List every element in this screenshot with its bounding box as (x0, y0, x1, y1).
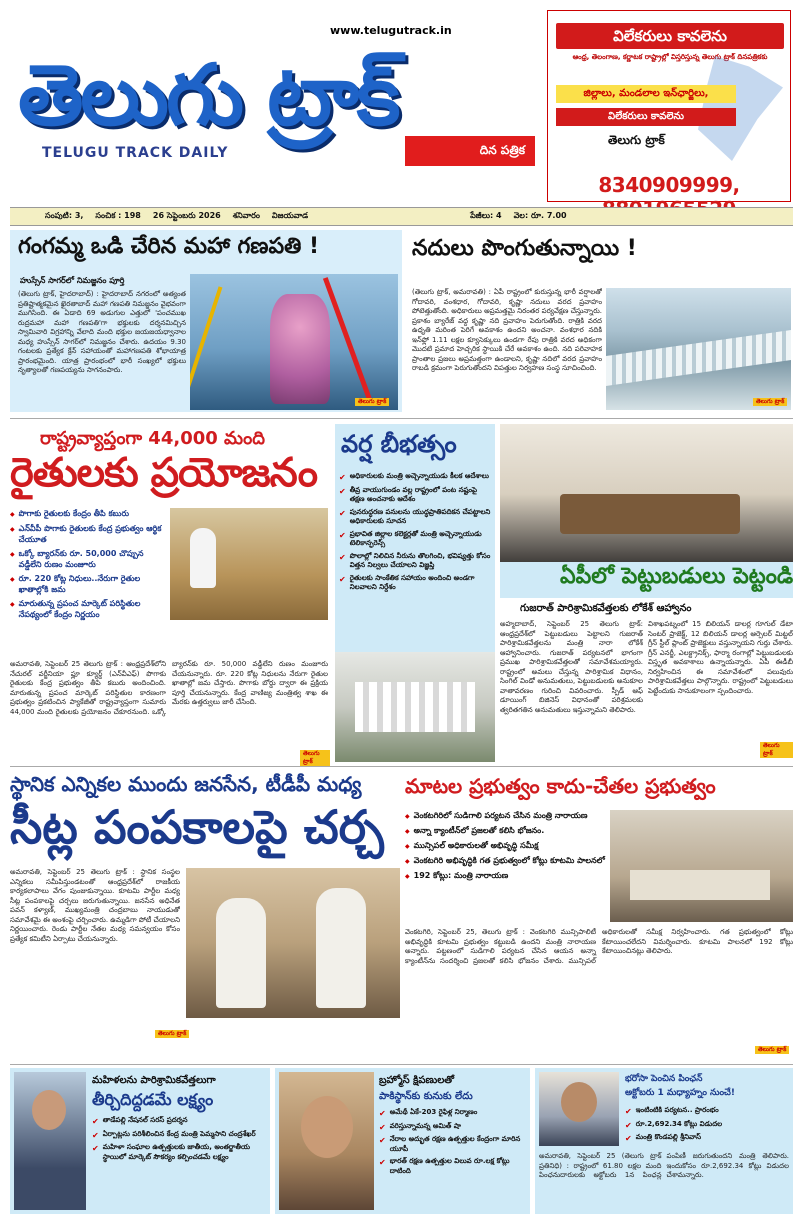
headline[interactable]: తీర్చిదిద్దడమే లక్ష్యం (92, 1090, 214, 1109)
story-investments (500, 424, 793, 762)
bullet: ◆ పొగాకు రైతులకు కేంద్రం తీపి కబురు (10, 508, 165, 520)
story-rivers (408, 230, 793, 412)
bullet: ✔ తాడేపల్లి నేషనల్ సరస్ ప్రదర్శన (92, 1116, 268, 1127)
bullet: ◆ 192 కోట్లు: మంత్రి నారాయణ (405, 870, 605, 882)
headline[interactable]: రైతులకు ప్రయోజనం (10, 450, 318, 496)
bullet: ✔ రూ.2,692.34 కోట్లు విడుదల (625, 1120, 791, 1131)
ad-brand: తెలుగు ట్రాక్ (608, 133, 665, 147)
body-text: (తెలుగు ట్రాక్, అమరావతి) : ఏపీ రాష్ట్రంలో కురుస్తున్న భారీ వర్షాలతో గోదావరి, వంశధార, గోదావరి, కృష్ణా నదులు వరద ప్రవాహం పోటెత్తుతోంది. అధికారులు అప్రమత్తమై నిరంతర పర్యవేక్షణ చేస్తున్నారు. ప్రకాశం బ్యారేజ్ వద్ద కృష్ణా నది ప్రవాహం పెరుగుతోంది. రాత్రికి వరద ఉధృతి మరింత పెరిగే అవకాశం ఉందని అంచనా. వంశధార నదికి ఇన్‌ఫ్లో 1.11 లక్షల క్యూసెక్కులు ఉండగా రేపు రాత్రికి వరద అధికంగా మొదటి ప్రమాద హెచ్చరిక స్థాయికి చేరే అవకాశం ఉంది. నది పరివాహక ప్రాంతాల ప్రజలు అప్రమత్తంగా ఉండాలని, కృష్ణా నదిలో వరద ప్రవాహం రాబడి క్రమంగా పెరుగుతోందని విపత్తుల నిర్వహణ సంస్థ సూచించింది. (412, 288, 602, 372)
minister-photo (14, 1072, 86, 1210)
ganapati-photo (190, 274, 398, 410)
body-text: అమరావతి, సెప్టెంబర్ 25 (తెలుగు ట్రాక్ ప్రతినిధి) : రాష్ట్రంలో 61.80 లక్షల మంది పింఛనుదారులకు అక్టోబరు 1న పింఛన్ల పంపిణీ జరుగుతుందని మంత్రి తెలిపారు. ఇందుకోసం రూ.2,692.34 కోట్లు విడుదల చేశామన్నారు. (539, 1152, 789, 1179)
headline[interactable]: గంగమ్మ ఒడి చేరిన మహా గణపతి ! (18, 234, 319, 259)
ad-title: విలేకరులు కావలెను (556, 23, 784, 49)
body-text: విశాఖపట్నంలో 15 బిలియన్ డాలర్ల గూగుల్ డేటా సెంటర్ ప్రాజెక్ట్, 12 బిలియన్ డాలర్ల ఆర్సెలర్ మిట్టల్ గ్రీన్ స్టీల్ ప్లాంట్ ప్రాజెక్టులు వస్తున్నాయని గుర్తు చేశారు. గ్రీన్ ఎనర్జీ, ఎలక్ట్రానిక్స్, ఫార్మా రంగాల్లో పెట్టుబడులకు విస్తృత అవకాశాలు ఉన్నాయన్నారు. ఏపీ ఈడీబీ నిర్వహించిన ఈ సమావేశంలో పలువురు పారిశ్రామికవేత్తలు పాల్గొన్నారు. రాష్ట్రంలో పెట్టుబడులు పెట్టేందుకు సానుకూలంగా స్పందించారు. (648, 620, 793, 695)
classified-ad (547, 10, 791, 202)
ad-phone[interactable]: 8340909999, (598, 173, 740, 197)
canteen-photo (610, 810, 793, 922)
bullet: ✔ ఇంటింటికి పర్యటన.. ప్రారంభం (625, 1106, 791, 1117)
source-tag: తెలుగు ట్రాక్ (753, 398, 787, 406)
source-tag: తెలుగు ట్రాక్ (355, 398, 389, 406)
headline[interactable]: మాటల ప్రభుత్వం కాదు-చేతల ప్రభుత్వం (405, 774, 716, 798)
headline-line1: స్థానిక ఎన్నికల ముందు జనసేన, టీడీపీ మధ్య (10, 772, 362, 796)
source-tag: తెలుగు ట్రాక్ (155, 1030, 189, 1038)
headline-line1: మహిళలను పారిశ్రామికవేత్తలుగా (92, 1075, 216, 1086)
page-count: పేజీలు: 4 (470, 211, 502, 220)
dateline-bar (10, 207, 793, 226)
minister-kondapalli-photo (539, 1072, 619, 1146)
masthead-badge: దిన పత్రిక (405, 136, 535, 166)
volume: సంపుటి: 3, (45, 211, 84, 220)
body-text: అమరావతి, సెప్టెంబర్ 25 తెలుగు ట్రాక్ : స్థానిక సంస్థల ఎన్నికలు సమీపిస్తుండటంతో ఆంధ్రప్రదేశ్‌లో రాజకీయ కార్యకలాపాలు వేగం పుంజుకున్నాయి. కూటమి పార్టీల మధ్య సీట్ల పంపకాలపై చర్చలు జరుగుతున్నాయి. జనసేన అధినేత పవన్ కళ్యాణ్, ముఖ్యమంత్రి చంద్రబాబు నాయుడుతో సమావేశమై ఈ అంశంపై చర్చించారు. ఉమ్మడిగా పోటీ చేయాలని నిర్ణయించారు. రెండు పార్టీల నేతల మధ్య సమన్వయం కోసం ప్రత్యేక కమిటీని ఏర్పాటు చేయనున్నారు. (10, 868, 180, 943)
river-photo (606, 288, 791, 410)
story-pension (535, 1068, 793, 1214)
story-narayana (405, 770, 793, 1062)
bullet: ◆ వెంకటగిరిలో సుడిగాలి పర్యటన చేసిన మంత్రి నారాయణ (405, 810, 605, 822)
bullet-list (379, 1108, 527, 1179)
tobacco-photo (170, 508, 328, 620)
headline[interactable]: నదులు పొంగుతున్నాయి ! (412, 236, 637, 261)
ad-line2: జిల్లాలు, మండలాల ఇన్‌ఛార్జిలు, (556, 85, 736, 103)
bullet: ◆ మున్సిపల్ అధికారులతో అభివృద్ధి సమీక్ష (405, 840, 605, 852)
headline[interactable]: పాకిస్థాన్‌కు కునుకు లేదు (379, 1091, 473, 1102)
source-tag: తెలుగు ట్రాక్ (755, 1046, 789, 1054)
headline[interactable]: ఏపీలో పెట్టుబడులు పెట్టండి (560, 564, 794, 589)
bullet: ◆ ఎన్‌వీపీ పొగాకు రైతులకు కేంద్ర ప్రభుత్వం ఆర్థిక చేయూత (10, 523, 165, 545)
ad-line3: విలేకరులు కావలెను (556, 108, 736, 126)
date: 26 సెప్టెంబరు 2026 (152, 211, 221, 220)
story-ganapati (10, 230, 402, 412)
bullet-list (10, 508, 165, 623)
bullet: ◆ మారుతున్న ప్రపంచ మార్కెట్ పరిస్థితుల నేపథ్యంలో కేంద్రం నిర్ణయం (10, 598, 165, 620)
masthead-logo: తెలుగు ట్రాక్ (18, 45, 398, 144)
bullet: ✔ అమేథీ ఏకే-203 రైఫిళ్ల నిర్మాణం (379, 1108, 527, 1119)
body-text: అమరావతి, సెప్టెంబర్ 25 తెలుగు ట్రాక్ : ఆంధ్రప్రదేశ్‌లోని నేచురల్ వర్జీనియా ఫ్లూ క్యూర్డ్ (ఎన్‌వీఎఫ్) పొగాకు రైతులకు కేంద్ర ప్రభుత్వం తీపి కబురు అందించింది. మారుతున్న ప్రపంచ మార్కెట్ పరిస్థితుల కారణంగా ప్రభుత్వం ప్రకటించిన ప్యాకేజీతో రాష్ట్రవ్యాప్తంగా సుమారు 44,000 మంది రైతులకు ప్రయోజనం చేకూరనుంది. ఒక్కో బ్యారన్‌కు రూ. 50,000 వడ్డీలేని రుణం మంజూరు చేయనున్నారు. రూ. 220 కోట్ల నిధులను నేరుగా రైతుల ఖాతాల్లో జమ చేస్తారు. పొగాకు బోర్డు ద్వారా ఈ ప్రక్రియ పూర్తి చేయనున్నారు. కేంద్ర వాణిజ్య మంత్రిత్వ శాఖ ఈ మేరకు ఉత్తర్వులు జారీ చేసింది. (10, 660, 328, 716)
bullet-list (405, 810, 605, 885)
bullet: ✔ రైతులకు సాంకేతిక సహాయం అందించి అండగా నిలవాలని నిర్దేశం (339, 574, 491, 593)
bullet: ◆ అన్నా క్యాంటీన్‌లో ప్రజలతో కలిసి భోజనం. (405, 825, 605, 837)
price: వెల: రూ. 7.00 (513, 211, 567, 220)
kicker: రాష్ట్రవ్యాప్తంగా 44,000 మంది (40, 428, 265, 449)
city: విజయవాడ (271, 211, 309, 220)
body-text: వెంకటగిరి, సెప్టెంబర్ 25, తెలుగు ట్రాక్ : వెంకటగిరి మున్సిపాలిటీ అభివృద్ధికి కూటమి ప్రభుత్వం కట్టుబడి ఉందని మంత్రి నారాయణ అన్నారు. పట్టణంలో సుడిగాలి పర్యటన చేసిన ఆయన అన్నా క్యాంటీన్‌ను సందర్శించి ప్రజలతో కలిసి భోజనం చేశారు. మున్సిపల్ అధికారులతో సమీక్ష నిర్వహించారు. గత ప్రభుత్వంలో కోట్లు కేటాయించలేదని విమర్శించారు. కూటమి పాలనలో 192 కోట్లు కేటాయించినట్లు తెలిపారు. (405, 928, 793, 965)
subhead: హుస్సేన్ సాగర్‌లో నిమజ్జనం పూర్తి (20, 276, 125, 285)
bullet: ✔ మహిళా సంఘాల ఉత్పత్తులకు జాతీయ, అంతర్జాతీయ స్థాయిలో మార్కెట్ సౌకర్యం కల్పించడమే లక్ష్యం (92, 1143, 268, 1162)
masthead-subtitle: TELUGU TRACK DAILY (42, 145, 229, 161)
source-tag: తెలుగు ట్రాక్ (760, 742, 793, 758)
bullet: ◆ రూ. 220 కోట్ల నిధులు..నేరుగా రైతుల ఖాతాల్లోకి జమ (10, 573, 165, 595)
site-url[interactable]: www.telugutrack.in (330, 24, 452, 37)
headline[interactable]: సీట్ల పంపకాలపై చర్చ (10, 800, 384, 854)
bullet-list (339, 472, 491, 596)
story-brahmos (275, 1068, 530, 1214)
meeting-photo (500, 424, 793, 564)
ad-line1: ఆంధ్ర, తెలంగాణ, కర్ణాటక రాష్ట్రాల్లో విస్తరిస్తున్న తెలుగు ట్రాక్ దినపత్రికకు (572, 53, 768, 61)
bullet: ✔ అధికారులకు మంత్రి అచ్చెన్నాయుడు కీలక ఆదేశాలు (339, 472, 491, 483)
bullet: ✔ మంత్రి కొండపల్లి శ్రీనివాస్ (625, 1133, 791, 1144)
bullet-list (625, 1106, 791, 1147)
minister-field-photo (335, 652, 495, 762)
story-farmers (10, 424, 330, 765)
bullet: ✔ భారత్ రక్షణ ఉత్పత్తుల విలువ రూ.లక్ష కోట్లు దాటింది (379, 1157, 527, 1176)
bullet: ✔ ప్రభావిత జిల్లాల కలెక్టర్లతో మంత్రి అచ్చెన్నాయుడు టెలికాన్ఫరెన్స్ (339, 530, 491, 549)
leaders-photo (186, 868, 400, 1018)
headline-line1: బ్రహ్మోస్ క్షిపణులతో (379, 1075, 455, 1086)
bullet: ✔ పొలాల్లో నిలిచిన నీరును తొలగించి, భవిష్యత్తు కోసం విత్తన నిల్వలు చేయాలని విజ్ఞప్తి (339, 552, 491, 571)
bullet: ✔ ఏర్పాట్లను పరిశీలించిన కేంద్ర మంత్రి పెమ్మసాని చంద్రశేఖర్ (92, 1130, 268, 1141)
body-text: అహ్మదాబాద్, సెప్టెంబర్ 25 తెలుగు ట్రాక్: ఆంధ్రప్రదేశ్‌లో పెట్టుబడులు పెట్టాలని గుజరాత్ పారిశ్రామికవేత్తలను మంత్రి నారా లోకేశ్ ఆహ్వానించారు. గుజరాత్ పర్యటనలో భాగంగా ప్రముఖ పారిశ్రామికవేత్తలతో సమావేశమయ్యారు. రాష్ట్రంలో అమలు చేస్తున్న పారిశ్రామిక విధానం, సింగిల్ విండో అనుమతులు, పెట్టుబడులకు అనుకూల వాతావరణం గురించి వివరించారు. స్పీడ్ ఆఫ్ డూయింగ్ బిజినెస్ విధానంతో పరిశ్రమలకు త్వరితగతిన అనుమతులు ఇస్తున్నామని తెలిపారు. (500, 620, 643, 714)
headline-line1: భరోసా పెంచిన పింఛన్ (625, 1074, 703, 1084)
source-tag: తెలుగు ట్రాక్ (300, 750, 330, 766)
story-alliance (10, 770, 400, 1062)
headline[interactable]: అక్టోబరు 1 మధ్యాహ్నం నుంచే! (625, 1088, 735, 1098)
headline[interactable]: వర్ష బీభత్సం (341, 430, 457, 458)
weekday: శనివారం (232, 211, 260, 220)
bullet-list (92, 1116, 268, 1165)
bullet: ◆ ఒక్కో బ్యారన్‌కు రూ. 50,000 చొప్పున వడ్డీలేని రుణం మంజూరు (10, 548, 165, 570)
bullet: ◆ వెంకటగిరి అభివృద్ధికి గత ప్రభుత్వంలో కోట్లు కూటమి పాలనలో (405, 855, 605, 867)
bullet: ✔ తీవ్ర వాయుగుండం వల్ల రాష్ట్రంలో పంట నష్టంపై తక్షణ అంచనాకు ఆదేశం (339, 486, 491, 505)
bullet: ✔ పునరుద్ధరణ పనులను యుద్ధప్రాతిపదికన చేపట్టాలని అధికారులకు సూచన (339, 508, 491, 527)
subhead: గుజరాత్ పారిశ్రామికవేత్తలకు లోకేశ్ ఆహ్వానం (520, 603, 692, 614)
body-text: (తెలుగు ట్రాక్, హైదరాబాద్) : హైదరాబాద్ నగరంలో అత్యంత ప్రతిష్టాత్మకమైన ఖైరతాబాద్ మహా గణపతి నిమజ్జనం వైభవంగా ముగిసింది. ఈ ఏడాది 69 అడుగుల ఎత్తులో 'పంచముఖ రుద్రమహా మహా గణపతి'గా భక్తులకు దర్శనమిచ్చిన స్వామివారి విగ్రహాన్ని వేలాది మంది భక్తుల జయజయధ్వానాల మధ్య హుస్సేన్ సాగర్‌లో నిమజ్జనం చేశారు. ఉదయం 9.30 గంటలకు ప్రత్యేక క్రేన్ సహాయంతో మహాగణపతి శోభాయాత్ర ప్రారంభమైంది. యాత్ర ప్రారంభంలో భారీ సంఖ్యలో భక్తులు నృత్యాలతో గణపయ్యను సాగనంపారు. (18, 290, 186, 374)
story-women (10, 1068, 270, 1214)
amit-shah-photo (279, 1072, 374, 1210)
bullet: ✔ వరిస్తున్నామన్న అమిత్ షా (379, 1122, 527, 1133)
bullet: ✔ నేరాల అద్భుత రక్షణ ఉత్పత్తుల కేంద్రంగా మారిన యూపీ (379, 1135, 527, 1154)
issue: సంచిక : 198 (95, 211, 141, 220)
